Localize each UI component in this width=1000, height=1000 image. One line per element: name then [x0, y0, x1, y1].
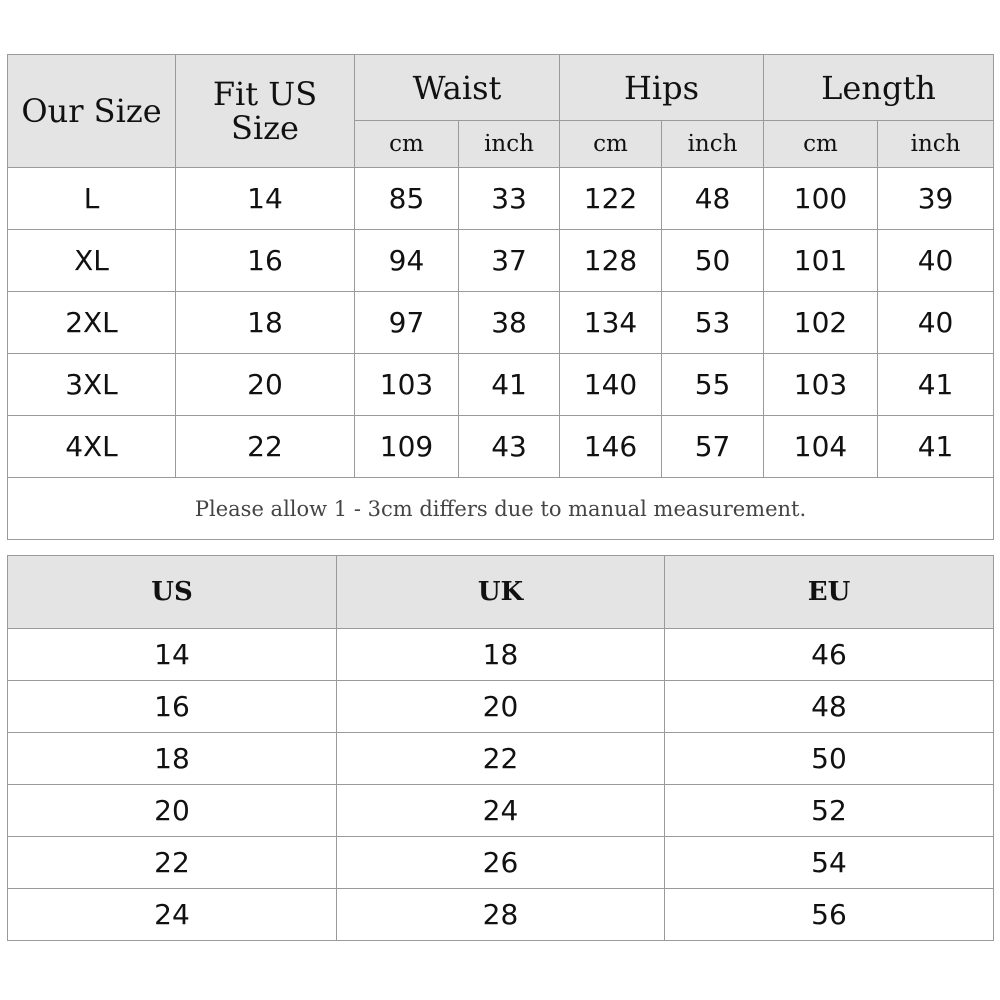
cell-our-size: 3XL: [8, 354, 176, 416]
cell-hips-inch: 48: [662, 168, 764, 230]
cell-eu: 56: [665, 889, 994, 941]
cell-length-cm: 102: [764, 292, 878, 354]
table-row: [8, 168, 994, 230]
cell-waist-inch: 38: [459, 292, 560, 354]
cell-waist-cm: 109: [355, 416, 459, 478]
cell-us: 16: [8, 681, 337, 733]
table-row: [8, 292, 994, 354]
cell-length-cm: 104: [764, 416, 878, 478]
cell-eu: 48: [665, 681, 994, 733]
cell-length-inch: 39: [878, 168, 994, 230]
header-eu: EU: [665, 556, 994, 629]
header-length-inch: inch: [878, 121, 994, 168]
size-chart-table: [7, 54, 994, 540]
cell-waist-inch: 37: [459, 230, 560, 292]
cell-our-size: 4XL: [8, 416, 176, 478]
table-row: [8, 733, 994, 785]
table-row: [8, 230, 994, 292]
cell-waist-inch: 33: [459, 168, 560, 230]
header-uk: UK: [337, 556, 665, 629]
cell-uk: 26: [337, 837, 665, 889]
cell-hips-inch: 53: [662, 292, 764, 354]
cell-waist-cm: 97: [355, 292, 459, 354]
cell-us: 22: [8, 837, 337, 889]
header-waist: Waist: [355, 55, 560, 121]
cell-length-cm: 100: [764, 168, 878, 230]
cell-hips-inch: 50: [662, 230, 764, 292]
cell-us: 24: [8, 889, 337, 941]
table-row: [8, 681, 994, 733]
cell-uk: 24: [337, 785, 665, 837]
cell-us: 20: [8, 785, 337, 837]
header-hips: Hips: [560, 55, 764, 121]
cell-length-inch: 40: [878, 230, 994, 292]
cell-length-cm: 101: [764, 230, 878, 292]
cell-us: 14: [8, 629, 337, 681]
cell-eu: 54: [665, 837, 994, 889]
cell-waist-cm: 103: [355, 354, 459, 416]
cell-eu: 52: [665, 785, 994, 837]
cell-waist-cm: 85: [355, 168, 459, 230]
conversion-chart-table: [7, 555, 994, 941]
cell-uk: 18: [337, 629, 665, 681]
header-us: US: [8, 556, 337, 629]
cell-fit-us-size: 18: [176, 292, 355, 354]
cell-uk: 28: [337, 889, 665, 941]
table-row: [8, 785, 994, 837]
header-length: Length: [764, 55, 994, 121]
cell-length-inch: 40: [878, 292, 994, 354]
cell-us: 18: [8, 733, 337, 785]
cell-fit-us-size: 14: [176, 168, 355, 230]
cell-our-size: 2XL: [8, 292, 176, 354]
cell-fit-us-size: 20: [176, 354, 355, 416]
header-fit-us-size: Fit US Size: [176, 55, 355, 168]
cell-hips-cm: 146: [560, 416, 662, 478]
cell-uk: 20: [337, 681, 665, 733]
cell-eu: 50: [665, 733, 994, 785]
cell-length-cm: 103: [764, 354, 878, 416]
cell-hips-cm: 122: [560, 168, 662, 230]
cell-eu: 46: [665, 629, 994, 681]
header-hips-cm: cm: [560, 121, 662, 168]
header-length-cm: cm: [764, 121, 878, 168]
cell-hips-cm: 140: [560, 354, 662, 416]
cell-our-size: L: [8, 168, 176, 230]
cell-hips-cm: 134: [560, 292, 662, 354]
table-row: [8, 354, 994, 416]
table-row: [8, 416, 994, 478]
header-waist-inch: inch: [459, 121, 560, 168]
table-row: [8, 889, 994, 941]
cell-hips-inch: 55: [662, 354, 764, 416]
cell-fit-us-size: 22: [176, 416, 355, 478]
table-row: [8, 629, 994, 681]
header-waist-cm: cm: [355, 121, 459, 168]
cell-fit-us-size: 16: [176, 230, 355, 292]
header-hips-inch: inch: [662, 121, 764, 168]
table-row: [8, 837, 994, 889]
cell-hips-cm: 128: [560, 230, 662, 292]
header-our-size: Our Size: [8, 55, 176, 168]
cell-hips-inch: 57: [662, 416, 764, 478]
cell-length-inch: 41: [878, 416, 994, 478]
cell-uk: 22: [337, 733, 665, 785]
cell-length-inch: 41: [878, 354, 994, 416]
cell-waist-inch: 43: [459, 416, 560, 478]
cell-waist-inch: 41: [459, 354, 560, 416]
cell-waist-cm: 94: [355, 230, 459, 292]
measurement-note: Please allow 1 - 3cm differs due to manual measurement.: [8, 478, 994, 540]
cell-our-size: XL: [8, 230, 176, 292]
